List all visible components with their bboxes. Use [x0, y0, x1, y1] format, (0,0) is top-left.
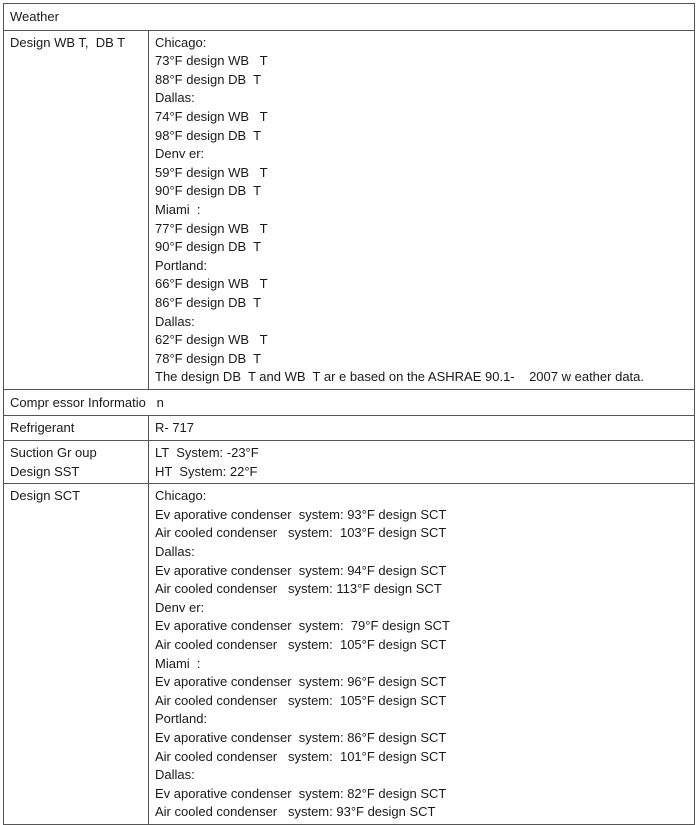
refrigerant-row [4, 416, 695, 441]
text-line: HT System: 22°F [155, 463, 258, 479]
text-line: LT System: -23°F [155, 445, 259, 461]
compressor-header: Compr essor Informatio n [4, 389, 695, 416]
text-line: 66°F design WB T [155, 276, 268, 292]
suction-row [4, 441, 695, 484]
text-line: Chicago: [155, 488, 207, 504]
compressor-section-row [4, 389, 695, 416]
text-line: 90°F design DB T [155, 183, 262, 199]
text-line: 78°F design DB T [155, 350, 262, 366]
suction-label [4, 441, 149, 484]
text-line: Air cooled condenser system: 105°F design SCT [155, 692, 447, 708]
text-line: Denv er: [155, 146, 205, 162]
text-line: Air cooled condenser system: 105°F design SCT [155, 637, 447, 652]
text-line: 77°F design WB T [155, 220, 268, 236]
text-line: 62°F design WB T [155, 332, 268, 348]
design-conditions-table [3, 3, 695, 825]
text-line: The design DB T and WB T ar e based on the ASHRAE 90.1- 2007 w eather data. [155, 369, 644, 385]
text-line: Chicago: [155, 34, 207, 50]
text-line: 86°F design DB T [155, 294, 262, 310]
text-line: Suction Gr oup [10, 445, 97, 461]
refrigerant-label: Refrigerant [4, 416, 149, 441]
text-line: Ev aporative condenser system: 86°F design SCT [155, 729, 447, 745]
text-line: Dallas: [155, 767, 195, 783]
text-line: 98°F design DB T [155, 127, 262, 143]
text-line: 73°F design WB T [155, 53, 268, 69]
design-wbt-values [149, 30, 695, 389]
text-line: Ev aporative condenser system: 82°F design SCT [155, 785, 447, 801]
text-line: Ev aporative condenser system: 79°F design SCT [155, 618, 450, 634]
text-line: 88°F design DB T [155, 71, 262, 87]
text-line: 59°F design WB T [155, 164, 268, 180]
design-sct-label: Design SCT [4, 484, 149, 825]
text-line: Air cooled condenser system: 101°F design SCT [155, 748, 447, 764]
text-line: Portland: [155, 711, 208, 727]
text-line: Air cooled condenser system: 113°F design SCT [155, 581, 442, 597]
text-line: Ev aporative condenser system: 96°F design SCT [155, 674, 447, 690]
text-line: 74°F design WB T [155, 108, 268, 124]
text-line: Air cooled condenser system: 103°F design SCT [155, 525, 447, 541]
text-line: Design SST [10, 463, 80, 479]
weather-header: Weather [4, 4, 695, 31]
text-line: Dallas: [155, 90, 195, 106]
text-line: Air cooled condenser system: 93°F design SCT [155, 804, 436, 820]
text-line: Ev aporative condenser system: 94°F design SCT [155, 562, 447, 578]
design-wbt-label: Design WB T, DB T [4, 30, 149, 389]
text-line: Miami : [155, 201, 201, 217]
text-line: Portland: [155, 257, 208, 273]
design-wbt-row [4, 30, 695, 389]
suction-values [149, 441, 695, 484]
text-line: 90°F design DB T [155, 239, 262, 255]
design-sct-values [149, 484, 695, 825]
text-line: Ev aporative condenser system: 93°F design SCT [155, 506, 447, 522]
text-line: Denv er: [155, 599, 205, 615]
weather-section-row [4, 4, 695, 31]
refrigerant-value: R- 717 [149, 416, 695, 441]
text-line: Dallas: [155, 544, 195, 560]
design-sct-row [4, 484, 695, 825]
text-line: Dallas: [155, 313, 195, 329]
text-line: Miami : [155, 655, 201, 671]
